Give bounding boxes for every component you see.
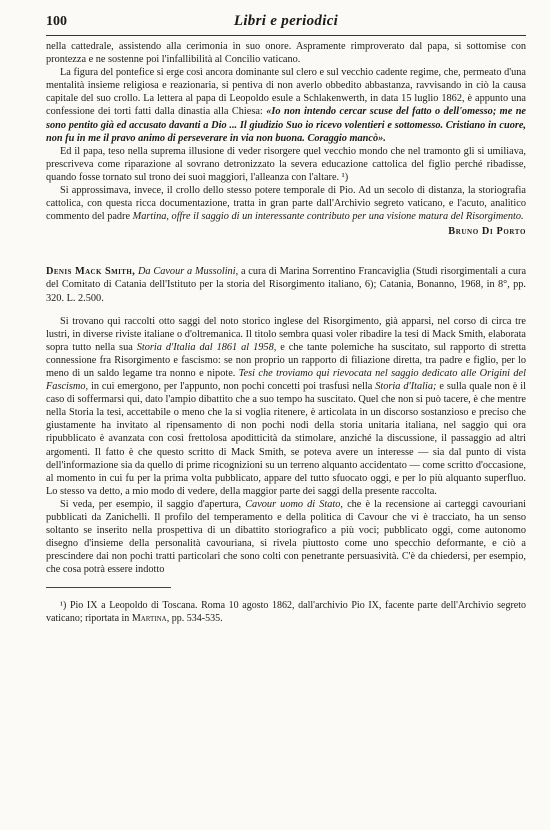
paragraph-italic: Storia d'Italia; (375, 381, 437, 393)
paragraph-text: Si trovano qui raccolti otto saggi del noto storico inglese del Risorgimento, già apparsi, nel corso di circa tre lustri, in diverse riviste italiane o d'oltremanica. Il titolo sembra quasi voler ribadire la tesi di Mack Smith, elaborata sopra tutto nella sua (46, 315, 526, 353)
letter-quote: «Io non intendo cercar scuse del fatto o dell'omesso; me ne sono pentito già ed accusato davanti a Dio ... Il giudizio Suo io ricevo volentieri e sottomesso. Cristiano in cuore, non fu in me il pravo animo di perseverare in via non buona. Coraggio mancò». (46, 106, 526, 144)
header-rule (46, 35, 526, 36)
footnote-author: Martina (131, 612, 167, 624)
paragraph-text: La figura del pontefice si erge così ancora dominante sul clero e sul vecchio cadente regime, che, permeato d'una mentalità insieme religiosa e reazionaria, si pentiva di non averlo obbedito abbastanza, ravvisando in ciò la causa capitale del suo crollo. La lettera al papa di Leopoldo esule a Schlakenwerth, in data 15 luglio 1862, è appunto una confessione dei torti fatti dalla dinastia alla Chiesa: (46, 67, 526, 118)
running-header (46, 10, 526, 32)
footnote-rule (46, 587, 171, 588)
paragraph-saggi (46, 315, 526, 498)
footnote (46, 600, 526, 624)
paragraph-text: Si veda, per esempio, il saggio d'apertura, (60, 498, 246, 510)
paragraph-italic: Martina, offre il saggio di un interessante contributo per una visione matura del Risorgimento. (132, 211, 524, 223)
paragraph-continued: nella cattedrale, assistendo alla cerimonia in suo onore. Aspramente rimproverato dal papa, si sottomise con prontezza e ne sostenne poi l'infallibilità al Concilio vaticano. (46, 41, 526, 66)
running-title: Libri e periodici (233, 13, 339, 29)
review-body (46, 315, 526, 577)
paragraph-italic: Storia d'Italia dal 1861 al 1958, (136, 341, 277, 353)
book-details: a cura di Marina Sorrentino Francaviglia (Studi risorgimentali a cura del Comitato di Catania dell'Istituto per la storia del Risorgimento italiano, 6); Catania, Bonanno, 1968, in 8°, pp. 320. L. 2.500. (46, 266, 527, 304)
page-number: 100 (46, 14, 67, 29)
paragraph-text: in cui emergono, per l'appunto, non pochi concetti poi trasfusi nella (88, 381, 376, 393)
paragraph-text: e sulla quale non è il caso di soffermarsi qui, dato l'ampio dibattito che a suo tempo ha suscitato. Quel che non si può tacere, è che mentre nella Storia la tesi, accettabile o meno che la si voglia ritenere, è articolata in un discorso sostanzioso e preciso che giustamente ha invitato al ripensamento di non pochi nodi della storia unitaria italiana, nel saggio qui ora ripubblicato è avanzata con così frettolosa apoditticità da stimolare, anziché la discussione, il passaggio ad altri argomenti. Il fatto è che questo scritto di Mack Smith, se poteva avere un interesse — sia dal punto di vista dell'informazione sia da quello di prime ricognizioni su un terreno alquanto accidentato — come scritto d'occasione, al momento in cui fu per la prima volta pubblicato, appare del tutto sfuocato oggi, e per lo più alquanto superfluo. Lo stesso va detto, a mio modo di vedere, della maggior parte dei saggi della presente raccolta. (46, 381, 527, 497)
book-author: Denis Mack Smith, (46, 266, 136, 278)
paragraph-italic: Cavour uomo di Stato, (245, 498, 343, 510)
review-heading (46, 265, 526, 304)
book-title: Da Cavour a Mussolini, (137, 266, 239, 278)
reviewer-signature: Bruno Di Porto (448, 226, 526, 238)
footnote-text: ¹) Pio IX a Leopoldo di Toscana. Roma 10 agosto 1862, dall'archivio Pio IX, facente parte dell'Archivio segreto vaticano; riportata in (46, 600, 526, 624)
paragraph-text: che è la recensione ai carteggi cavouriani pubblicati da Zanichelli. Il profilo del temperamento e della politica di Cavour che vi è tracciato, ha un senso soltanto se inserito nella prospettiva di un dibattito storiografico a più voci; pubblicato oggi, come autonomo disegno d'insieme della personalità cavouriana, si rivela piuttosto come uno specchio deformante, e ciò a prescindere dai non pochi tratti particolari che sono colti con penetrante persuasività. C'è da chiedersi, per esempio, che cosa potrà essere indotto (46, 498, 526, 576)
paragraph-crollo (46, 184, 526, 223)
footnote-text: , pp. 534-535. (166, 612, 223, 624)
review-martina-continuation (46, 40, 526, 237)
paragraph-italic: Tesi che troviamo qui rievocata nel saggio dedicato alle Origini del Fascismo, (46, 367, 526, 393)
review-mack-smith (46, 265, 526, 576)
paragraph-leopoldo-letter (46, 66, 526, 145)
paragraph-cavour (46, 498, 526, 577)
paragraph-papa: Ed il papa, teso nella suprema illusione di veder risorgere quel vecchio mondo che nel tramonto gli si umiliava, prescriveva come riparazione al sovrano detronizzato la severa educazione cattolica del figlio perché ribadisse, quando fosse tornato sul trono dei suoi maggiori, l'alleanza con l'altare. ¹) (46, 145, 526, 183)
paragraph-text: e che tante polemiche ha suscitato, sul rapporto di stretta connessione fra Risorgimento e fascismo: se non proprio un rapporto di filiazione diretta, tra padre e figlio, per lo meno di un saldo legame tra nonno e nipote. (46, 341, 526, 379)
paragraph-text: Si approssimava, invece, il crollo dello stesso potere temporale di Pio. Ad un secolo di distanza, la storiografia cattolica, con questa ricca documentazione, tratta in gran parte dall'Archivio segreto vaticano, e l'acuto, analitico commento del padre (46, 185, 526, 223)
